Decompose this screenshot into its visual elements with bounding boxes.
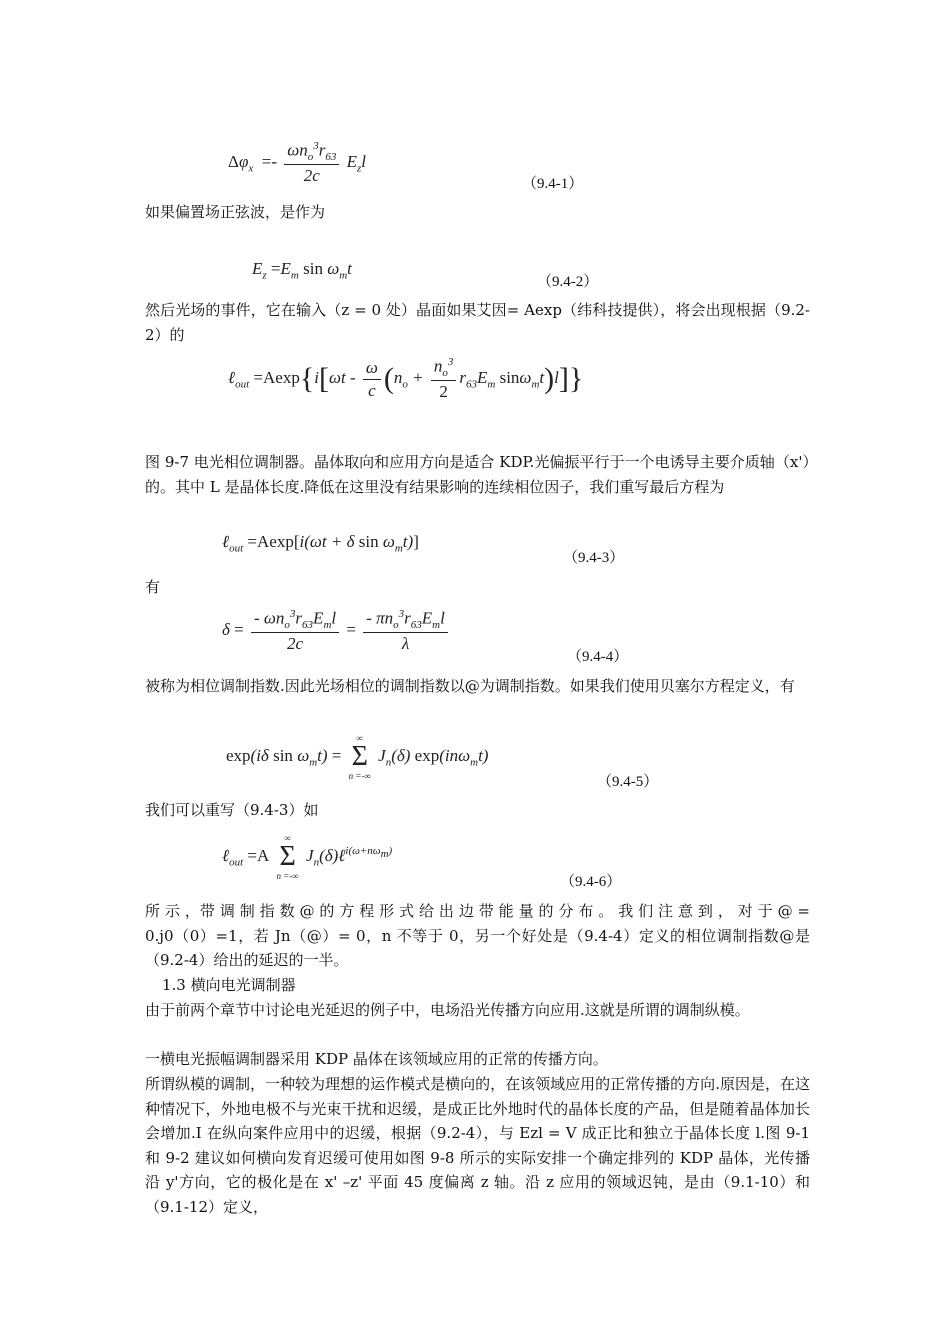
paragraph: 由于前两个章节中讨论电光延迟的例子中，电场沿光传播方向应用.这就是所谓的调制纵模。: [145, 1001, 750, 1019]
equation-number: （9.4-3）: [563, 550, 625, 566]
section-heading: 1.3 横向电光调制器: [162, 976, 296, 994]
equation-9-4-4: δ = $\frac{- \omega n_o^3r_{63}E_ml}{2c}$ = $\frac{- \pi n_o^3r_{63}E_ml}{\lambda}$: [222, 608, 451, 654]
equation-9-4-1: $\Delta\varphi_x$ =- $\frac{\omega n_o^3r_{63}}{2c}$ $E_zl$: [228, 140, 367, 186]
equation-number: （9.4-4）: [567, 649, 629, 665]
equation-output-field: ℓ$_{out}$ =Aexp{i[ωt - $\frac{\omega}{c}$ ($n_o$ + $\frac{n_o^3}{2}$ $r_{63}E_m$ sinω$_m$t)l]}: [228, 356, 584, 402]
equation-9-4-3: ℓ$_{out}$ =Aexp[i(ωt + δ $\sin \omega_mt$)]: [222, 532, 419, 555]
equation-9-4-6: ℓ$_{out}$ =A ∞ Σ n =-∞ $J_n(\delta)\ell^{i(\omega+n\omega_m)}$: [222, 833, 393, 881]
paragraph: 如果偏置场正弦波，是作为: [145, 203, 326, 221]
paragraph: 所 示 ，带 调 制 指 数 @ 的 方 程 形 式 给 出 边 带 能 量 的 分 布 。 我 们 注 意 到 ， 对 于 @ = 0.j0（0）=1，若 Jn（@）= 0，n 不等于 0，另一个好处是（9.4-4）定义的相位调制指数@是（9.2-4）给出的延迟的一半。: [145, 902, 810, 969]
paragraph: 有: [145, 578, 161, 596]
equation-number: （9.4-6）: [560, 874, 622, 890]
paragraph: 一横电光振幅调制器采用 KDP 晶体在该领域应用的正常的传播方向。: [145, 1050, 608, 1068]
equation-9-4-5: exp(iδ $\sin \omega_mt$) = ∞ Σ n =-∞ $J_n(\delta)$ exp(inω$_m$t): [226, 733, 489, 781]
paragraph: 图 9-7 电光相位调制器。晶体取向和应用方向是适合 KDP.光偏振平行于一个电诱导主要介质轴（x'）的。其中 L 是晶体长度.降低在这里没有结果影响的连续相位因子，我们重写最后方程为: [145, 453, 810, 496]
equation-number: （9.4-1）: [522, 176, 584, 192]
equation-number: （9.4-5）: [597, 774, 659, 790]
equation-number: （9.4-2）: [537, 274, 599, 290]
paragraph: 然后光场的事件，它在输入（z = 0 处）晶面如果艾因= Aexp（纬科技提供），将会出现根据（9.2-2）的: [145, 301, 810, 344]
paragraph: 我们可以重写（9.4-3）如: [145, 801, 319, 819]
paragraph: 所谓纵模的调制，一种较为理想的运作模式是横向的，在该领域应用的正常传播的方向.原因是，在这种情况下，外地电极不与光束干扰和迟缓，是成正比外地时代的晶体长度的产品，但是随着晶体加长会增加.I 在纵向案件应用中的迟缓，根据（9.2-4），与 Ezl = V 成正比和独立于晶体长度 l.图 9-1 和 9-2 建议如何横向发育迟缓可使用如图 9-8 所示的实际安排一个确定排列的 KDP 晶体，光传播沿 y'方向，它的极化是在 x' –z' 平面 45 度偏离 z 轴。沿 z 应用的领域迟钝，是由（9.1-10）和（9.1-12）定义，: [145, 1075, 810, 1216]
paragraph: 被称为相位调制指数.因此光场相位的调制指数以@为调制指数。如果我们使用贝塞尔方程定义，有: [145, 677, 795, 695]
equation-9-4-2: $E_z =E_m$ $\sin \omega_mt$: [252, 259, 352, 282]
